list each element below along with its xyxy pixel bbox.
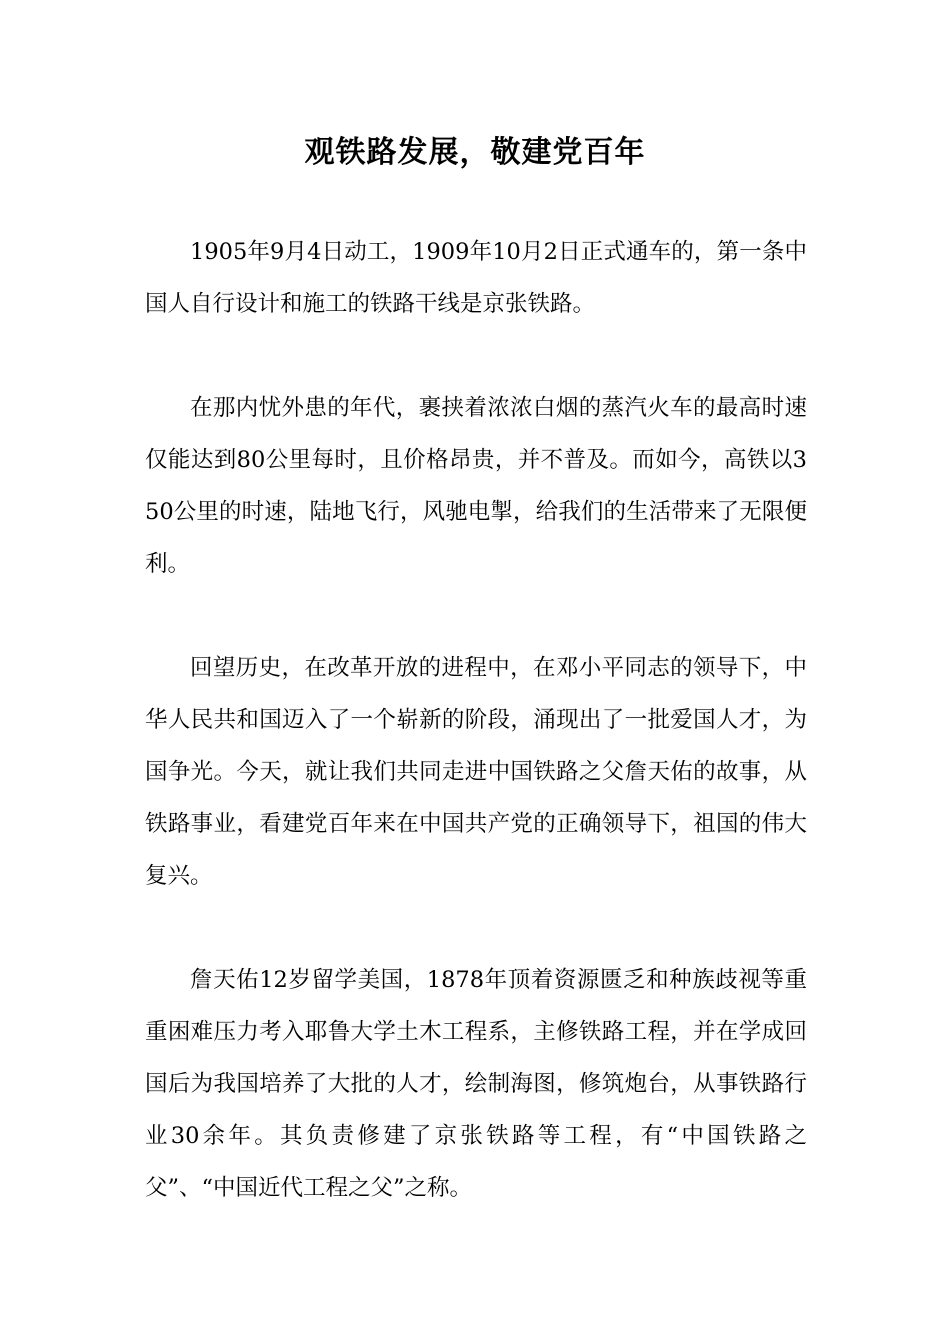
paragraph-1: 1905年9月4日动工，1909年10月2日正式通车的，第一条中国人自行设计和施工的铁路干线是京张铁路。: [145, 239, 807, 317]
paragraph-4: 詹天佑12岁留学美国，1878年顶着资源匮乏和种族歧视等重重困难压力考入耶鲁大学土木工程系，主修铁路工程，并在学成回国后为我国培养了大批的人才，绘制海图，修筑炮台，从事铁路行业30余年。其负责修建了京张铁路等工程，有“中国铁路之父”、“中国近代工程之父”之称。: [145, 967, 807, 1201]
document-title: 观铁路发展，敬建党百年: [304, 135, 646, 170]
paragraph-3: 回望历史，在改革开放的进程中，在邓小平同志的领导下，中华人民共和国迈入了一个崭新的阶段，涌现出了一批爱国人才，为国争光。今天，就让我们共同走进中国铁路之父詹天佑的故事，从铁路事业，看建党百年来在中国共产党的正确领导下，祖国的伟大复兴。: [145, 655, 807, 889]
paragraph-2: 在那内忧外患的年代，裹挟着浓浓白烟的蒸汽火车的最高时速仅能达到80公里每时，且价格昂贵，并不普及。而如今，高铁以350公里的时速，陆地飞行，风驰电掣，给我们的生活带来了无限便利。: [145, 395, 807, 577]
document-body: [145, 226, 807, 1214]
